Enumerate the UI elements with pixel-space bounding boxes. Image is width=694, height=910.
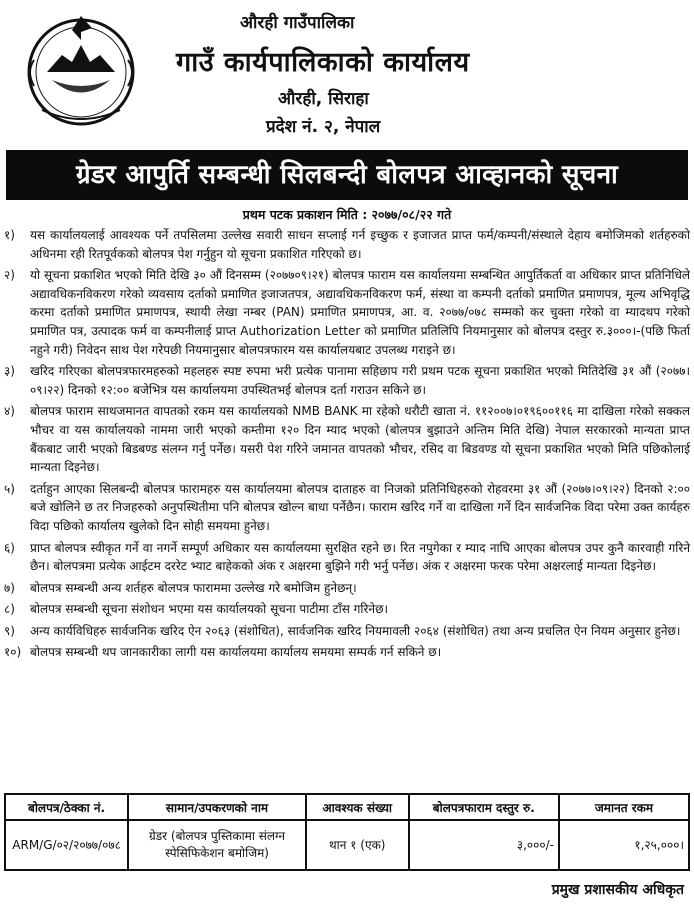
tender-details-table — [4, 793, 690, 871]
clause-number: ७) — [4, 580, 15, 595]
clause-1 — [4, 226, 690, 263]
clause-number: ५) — [4, 481, 15, 496]
municipality-name: औरही गाउँपालिका — [240, 13, 355, 33]
clause-number: ९) — [4, 623, 15, 638]
office-name: गाउँ कार्यपालिकाको कार्यालय — [176, 47, 470, 78]
table-header-row — [5, 794, 689, 820]
clause-text: प्राप्त बोलपत्र स्वीकृत गर्ने वा नगर्ने सम्पूर्ण अधिकार यस कार्यालयमा सुरक्षित रहने छ। रित नपुगेका र म्याद नाघि आएका बोलपत्र उपर कुनै कारवाही गरिने छैन। बोलपत्रमा प्रत्येक आईटम दररेट भ्याट बाहेकको अंक र अक्षरमा बुझिने गरी भर्नु पर्नेछ। अंक र अक्षरमा फरक परेमा अक्षरलाई मान्यता दिइनेछ। — [30, 540, 690, 574]
clause-4 — [4, 402, 690, 476]
clause-text: दर्ताहुन आएका सिलबन्दी बोलपत्र फारामहरु यस कार्यालयमा बोलपत्र दाताहरु वा निजको प्रतिनिधिहरुको रोहवरमा ३१ औं (२०७७।०९।२२) दिनको २:०० बजे खोलिने छ तर निजहरुको अनुपस्थितीमा पनि बोलपत्र खोल्न बाधा पर्नेछैन। फाराम खरिद गर्ने वा दाखिला गर्ने दिन सार्वजनिक विदा परेमा उक्त कार्यहरु विदा पछिको कार्यालय खुलेको दिन सोही समयमा हुनेछ। — [30, 481, 690, 533]
notice-clauses — [4, 226, 690, 665]
header-item-name: सामान/उपकरणको नाम — [128, 794, 306, 820]
clause-3 — [4, 362, 690, 399]
header-form-fee: बोलपत्रफाराम दस्तुर रु. — [409, 794, 559, 820]
signatory-title: प्रमुख प्रशासकीय अधिकृत — [551, 882, 684, 898]
clause-number: २) — [4, 268, 15, 283]
header-contract-no: बोलपत्र/ठेक्का नं. — [5, 794, 128, 820]
clause-text: बोलपत्र सम्बन्धी थप जानकारीका लागी यस कार्यालयमा कार्यालय समयमा सम्पर्क गर्न सकिने छ। — [30, 645, 442, 660]
table-row — [5, 820, 689, 870]
publication-date: प्रथम पटक प्रकाशन मिति : २०७७/०८/२२ गते — [242, 207, 452, 222]
nepal-government-emblem-icon — [22, 10, 140, 130]
clause-text: अन्य कार्यविधिहरु सार्वजनिक खरिद ऐन २०६३ (संशोधित), सार्वजनिक खरिद नियमावली २०६४ (संशोधित) तथा अन्य प्रचलित ऐन नियम अनुसार हुनेछ। — [30, 623, 681, 638]
office-address: औरही, सिराहा — [278, 89, 369, 109]
clause-number: १०) — [4, 645, 22, 660]
clause-9 — [4, 622, 690, 641]
notice-title-banner: ग्रेडर आपुर्ति सम्बन्धी सिलबन्दी बोलपत्र आव्हानको सूचना — [6, 150, 688, 200]
clause-text: बोलपत्र सम्बन्धी अन्य शर्तहरु बोलपत्र फाराममा उल्लेख गरे बमोजिम हुनेछन्। — [30, 580, 357, 595]
clause-5 — [4, 480, 690, 536]
cell-quantity: थान १ (एक) — [306, 820, 409, 870]
header-quantity: आवश्यक संख्या — [306, 794, 409, 820]
clause-number: ६) — [4, 540, 15, 555]
cell-item-name: ग्रेडर (बोलपत्र पुस्तिकामा संलग्न स्पेसिफिकेशन बमोजिम) — [128, 820, 306, 870]
clause-number: १) — [4, 228, 15, 242]
clause-text: खरिद गरिएका बोलपत्रफारमहरुको महलहरु स्पष्ट रुपमा भरी प्रत्येक पानामा सहिछाप गरी प्रथम पटक सूचना प्रकाशित भएको मितिदेखि ३१ औं (२०७७।०९।२२) दिनको १२:०० बजेभित्र यस कार्यालयमा उपस्थितभई बोलपत्र दर्ता गराउन सकिने छ। — [30, 364, 690, 397]
clause-text: यो सूचना प्रकाशित भएको मिति देखि ३० औं दिनसम्म (२०७७०९।२१) बोलपत्र फाराम यस कार्यालयमा सम्बन्धित आपुर्तिकर्ता वा अधिकार प्राप्त प्रतिनिधिले अद्यावधिकनविकरण गरेको व्यवसाय दर्ताको प्रमाणित इजाजतपत्र, अद्यावधिकनविकरण फर्म, संस्था वा कम्पनी दर्ताको प्रमाणित प्रमाणपत्र, मूल्य अभिवृद्धि करमा दर्ताको प्रमाणित प्रमाणपत्र, स्थायी लेखा नम्बर (PAN) प्रमाणित प्रमाणपत्र, आ. व. २०७७/०७८ सम्मको कर चुक्ता गरेको वा म्यादथप गरेको प्रमाणित पत्र, उत्पादक फर्म वा कम्पनीलाई प्राप्त Authorization Letter को प्रमाणित प्रतिलिपि नियमानुसार को बोलपत्र दस्तुर रु.३०००।-(पछि फिर्ता नहुने गरी) निवेदन साथ पेश गरेपछी नियमानुसार बोलपत्रफारम यस कार्यालयबाट उपलब्ध गराइने छ। — [30, 268, 690, 357]
clause-2 — [4, 266, 690, 359]
clause-text: बोलपत्र फाराम साथजमानत वापतको रकम यस कार्यालयको NMB BANK मा रहेको धरौटी खाता नं. ११२००७।०१९६००११६ मा दाखिला गरेको सक्कल भौचर वा यस कार्यालयको नाममा जारी भएको कम्तीमा १२० दिन म्याद भएको (बोलपत्र बुझाउने अन्तिम मिति देखि) नेपाल सरकारको मान्यता प्राप्त बैंकबाट जारी भएको बिडबण्ड संलग्न गर्नु पर्नेछ। यसरी पेश गरिने जमानत वापतको भौचर, रसिद वा बिडवण्ड यो सूचना प्रकाशित भएको मिति पछिकोलाई मान्यता दिइनेछ। — [30, 404, 690, 475]
clause-text: यस कार्यालयलाई आवश्यक पर्ने तपसिलमा उल्लेख सवारी साधन सप्लाई गर्न इच्छुक र इजाजत प्राप्त फर्म/कम्पनी/संस्थाले देहाय बमोजिमको शर्तहरुको अधिनमा रही रितपूर्वकको बोलपत्र पेश गर्नुहुन यो सूचना प्रकाशित गरिएको छ। — [30, 228, 690, 261]
cell-form-fee: ३,०००/- — [409, 820, 559, 870]
cell-contract-no: ARM/G/०२/२०७७/०७८ — [5, 820, 128, 870]
clause-10 — [4, 643, 690, 662]
clause-7 — [4, 579, 690, 598]
clause-6 — [4, 539, 690, 576]
header-deposit: जमानत रकम — [559, 794, 689, 820]
clause-number: ३) — [4, 364, 15, 379]
province-line: प्रदेश नं. २, नेपाल — [266, 117, 381, 137]
header — [0, 0, 694, 150]
clause-number: ४) — [4, 404, 15, 419]
cell-deposit: १,२५,०००। — [559, 820, 689, 870]
clause-number: ८) — [4, 602, 15, 617]
clause-text: बोलपत्र सम्बन्धी सूचना संशोधन भएमा यस कार्यालयको सूचना पाटीमा टाँस गरिनेछ। — [30, 602, 389, 617]
clause-8 — [4, 600, 690, 619]
